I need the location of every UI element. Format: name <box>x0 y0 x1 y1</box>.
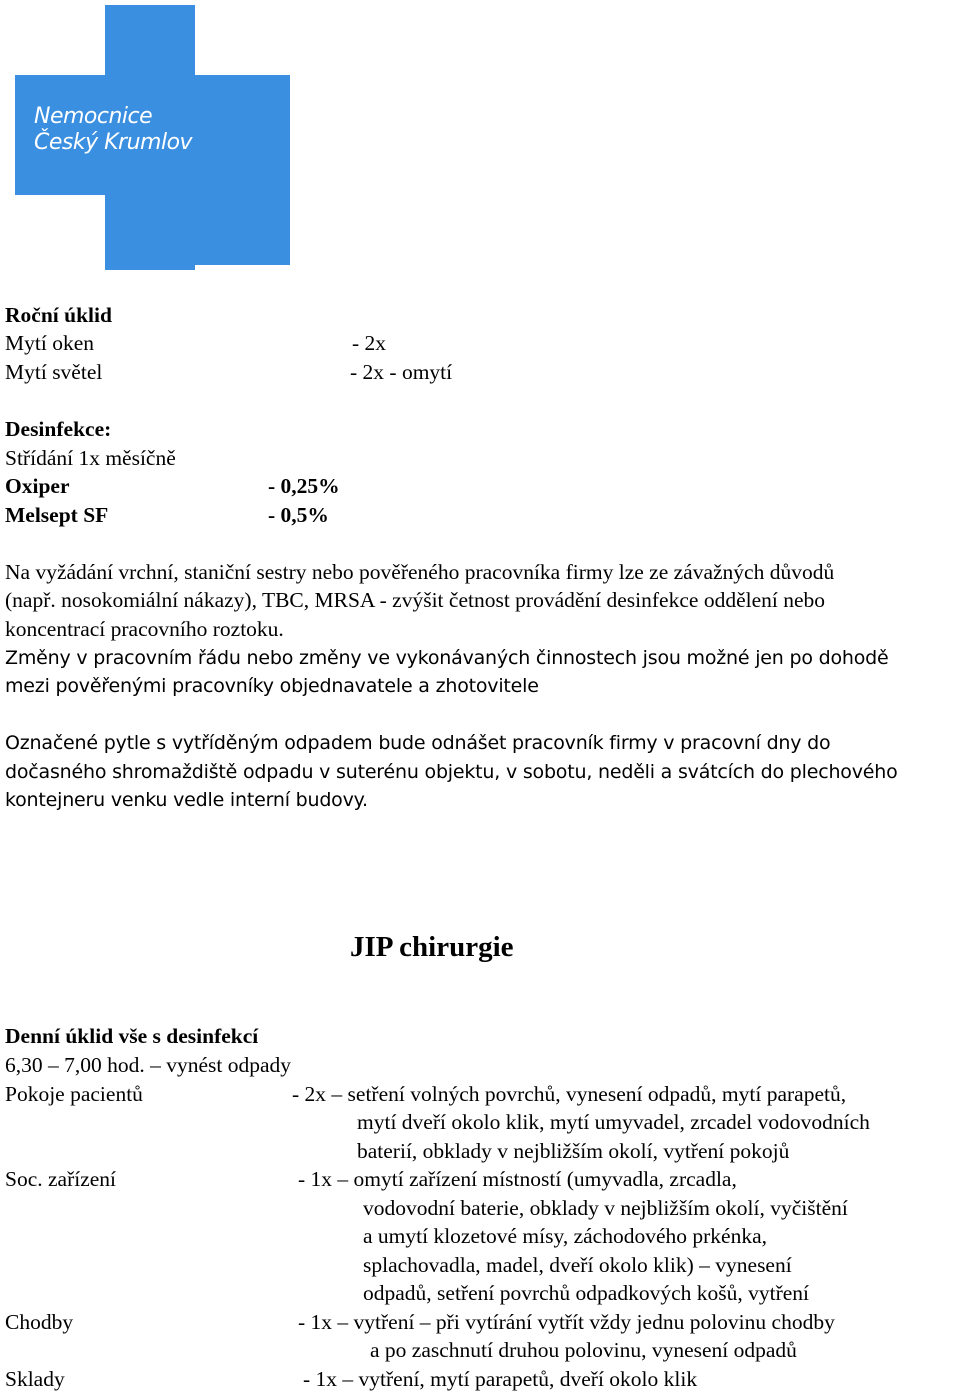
item-line: splachovadla, madel, dveří okolo klik) – vynesení <box>363 1253 792 1277</box>
request-paragraph-line: koncentrací pracovního roztoku. <box>5 617 284 641</box>
annual-row-label: Mytí oken <box>5 331 94 355</box>
agent-name: Melsept SF <box>5 503 109 527</box>
logo-line-2: Český Krumlov <box>34 130 193 155</box>
annual-title: Roční úklid <box>5 303 112 327</box>
item-label: Pokoje pacientů <box>5 1082 143 1106</box>
changes-paragraph-line: Změny v pracovním řádu nebo změny ve vykonávaných činnostech jsou možné jen po dohodě <box>5 647 889 669</box>
hospital-logo <box>0 0 300 280</box>
item-line: odpadů, setření povrchů odpadkových košů, vytření <box>363 1281 810 1305</box>
item-line: vodovodní baterie, obklady v nejbližším okolí, vyčištění <box>363 1196 848 1220</box>
agent-concentration: - 0,25% <box>268 474 340 498</box>
item-label: Chodby <box>5 1310 74 1334</box>
waste-paragraph-line: Označené pytle s vytříděným odpadem bude odnášet pracovník firmy v pracovní dny do <box>5 732 831 754</box>
item-line: a po zaschnutí druhou polovinu, vynesení odpadů <box>370 1338 797 1362</box>
annual-row-value: - 2x - omytí <box>350 360 453 384</box>
item-line: a umytí klozetové mísy, záchodového prkénka, <box>363 1224 767 1248</box>
agent-concentration: - 0,5% <box>268 503 329 527</box>
item-label: Sklady <box>5 1367 65 1391</box>
request-paragraph-line: Na vyžádání vrchní, staniční sestry nebo pověřeného pracovníka firmy lze ze závažných důvodů <box>5 560 835 584</box>
item-line: - 1x – vytření – při vytírání vytřít vždy jednu polovinu chodby <box>298 1310 835 1334</box>
annual-row-label: Mytí světel <box>5 360 103 384</box>
disinfection-rotation: Střídání 1x měsíčně <box>5 446 176 470</box>
item-label: Soc. zařízení <box>5 1167 117 1191</box>
waste-paragraph-line: dočasného shromaždiště odpadu v suterénu objektu, v sobotu, neděli a svátcích do plechového <box>5 761 898 783</box>
logo-line-1: Nemocnice <box>34 104 153 129</box>
request-paragraph-line: (např. nosokomiální nákazy), TBC, MRSA - zvýšit četnost provádění desinfekce oddělení nebo <box>5 588 826 612</box>
item-line: mytí dveří okolo klik, mytí umyvadel, zrcadel vodovodních <box>357 1110 870 1134</box>
item-line: - 1x – vytření, mytí parapetů, dveří okolo klik <box>303 1367 698 1391</box>
item-line: - 1x – omytí zařízení místností (umyvadla, zrcadla, <box>298 1167 737 1191</box>
changes-paragraph-line: mezi pověřenými pracovníky objednavatele a zhotovitele <box>5 675 539 697</box>
item-line: baterií, obklady v nejbližším okolí, vytření pokojů <box>357 1139 790 1163</box>
annual-row-value: - 2x <box>352 331 387 355</box>
item-line: - 2x – setření volných povrchů, vynesení odpadů, mytí parapetů, <box>292 1082 847 1106</box>
disinfection-title: Desinfekce: <box>5 417 112 441</box>
waste-paragraph-line: kontejneru venku vedle interní budovy. <box>5 789 368 811</box>
daily-cleaning-title: Denní úklid vše s desinfekcí <box>5 1024 259 1048</box>
daily-time-line: 6,30 – 7,00 hod. – vynést odpady <box>5 1053 292 1077</box>
section-heading: JIP chirurgie <box>350 931 514 963</box>
agent-name: Oxiper <box>5 474 70 498</box>
